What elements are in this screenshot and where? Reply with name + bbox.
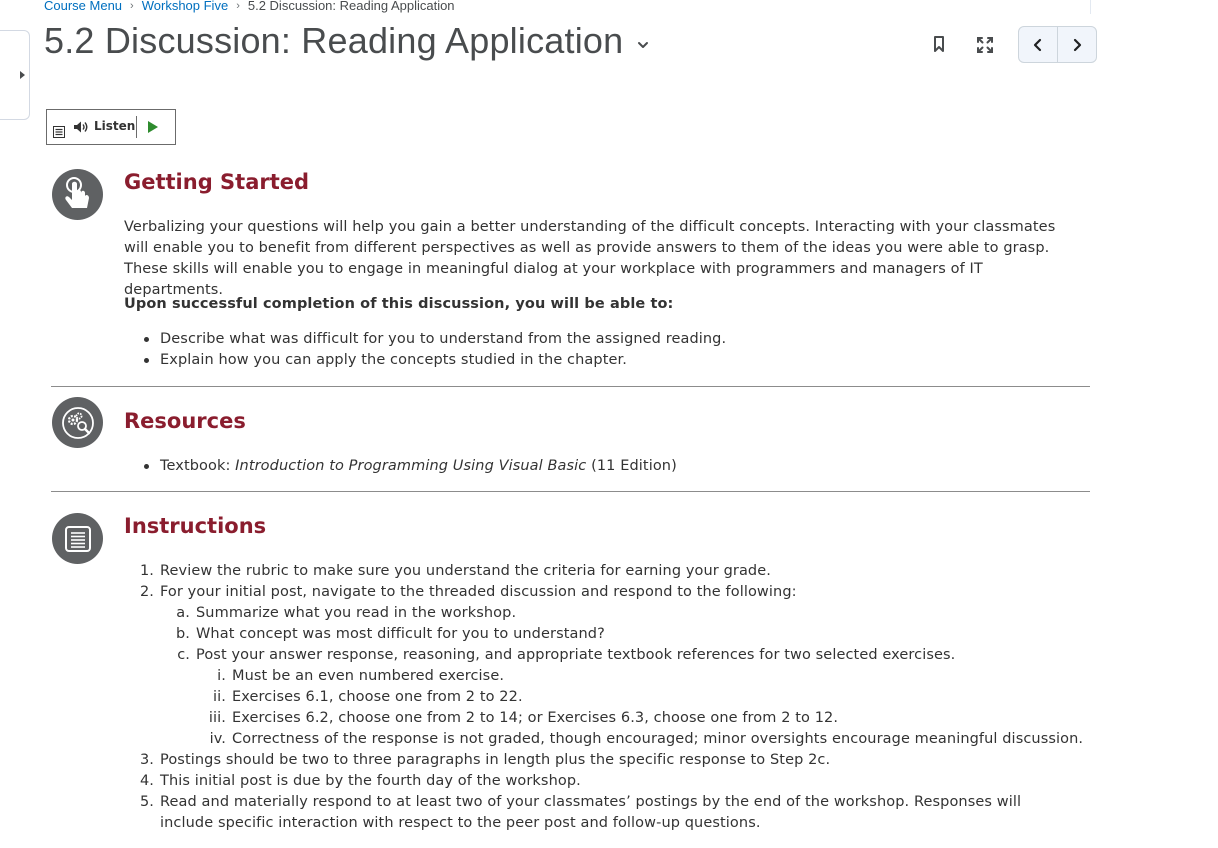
list-marker: i. xyxy=(217,668,226,684)
list-marker: c. xyxy=(177,647,190,663)
list-item xyxy=(124,624,1104,645)
chevron-right-icon xyxy=(1071,38,1083,52)
step-text: Summarize what you read in the workshop. xyxy=(196,605,517,621)
list-item xyxy=(124,645,1104,666)
step-text: What concept was most difficult for you to understand? xyxy=(196,626,605,642)
step-text: Read and materially respond to at least two of your classmates’ postings by the end of the workshop. Responses will include specific interaction with respect to the peer post and follow-up questions. xyxy=(160,794,1022,831)
step-text: Review the rubric to make sure you understand the criteria for earning your grade. xyxy=(160,563,771,579)
list-marker: 5. xyxy=(139,794,154,810)
resources-list xyxy=(124,456,1074,477)
touch-hand-icon xyxy=(52,169,103,220)
list-item xyxy=(124,582,1104,603)
list-item: Explain how you can apply the concepts studied in the chapter. xyxy=(124,350,1074,371)
listen-widget xyxy=(46,109,176,145)
document-list-icon xyxy=(52,513,103,564)
step-text: Post your answer response, reasoning, and appropriate textbook references for two selected exercises. xyxy=(196,647,956,663)
breadcrumb-separator: › xyxy=(130,0,134,12)
outcomes-list xyxy=(124,329,1074,371)
list-marker: 2. xyxy=(139,584,154,600)
caret-right-icon xyxy=(20,71,25,79)
step-text: For your initial post, navigate to the threaded discussion and respond to the following: xyxy=(160,584,797,600)
list-marker: ii. xyxy=(213,689,226,705)
breadcrumb-workshop-five[interactable]: Workshop Five xyxy=(141,0,229,13)
getting-started-heading: Getting Started xyxy=(124,170,310,194)
listen-button[interactable]: Listen xyxy=(94,119,136,133)
list-marker: iii. xyxy=(208,710,226,726)
breadcrumb-separator: › xyxy=(236,0,240,12)
step-text: This initial post is due by the fourth day of the workshop. xyxy=(160,773,581,789)
title-row xyxy=(44,20,649,62)
list-item xyxy=(124,666,1104,687)
breadcrumb xyxy=(44,0,455,13)
list-item xyxy=(124,687,1104,708)
breadcrumb-current-page: 5.2 Discussion: Reading Application xyxy=(247,0,455,13)
menu-icon[interactable] xyxy=(53,126,65,138)
chevron-left-icon xyxy=(1032,38,1044,52)
play-icon[interactable] xyxy=(148,121,158,133)
gears-magnifier-icon xyxy=(52,397,103,448)
list-marker: b. xyxy=(175,626,190,642)
section-divider xyxy=(51,386,1090,387)
page-title: 5.2 Discussion: Reading Application xyxy=(44,20,624,61)
list-item xyxy=(124,771,1104,792)
fullscreen-icon[interactable] xyxy=(975,35,995,55)
previous-topic-button[interactable] xyxy=(1019,27,1057,62)
breadcrumb-divider xyxy=(1090,0,1096,14)
side-panel-toggle[interactable] xyxy=(0,30,30,120)
outcomes-intro: Upon successful completion of this discussion, you will be able to: xyxy=(124,296,674,312)
list-item: Describe what was difficult for you to understand from the assigned reading. xyxy=(124,329,1074,350)
step-text: Exercises 6.2, choose one from 2 to 14; or Exercises 6.3, choose one from 2 to 12. xyxy=(232,710,839,726)
list-marker: 1. xyxy=(139,563,154,579)
instructions-list xyxy=(124,561,1104,834)
topic-navigation xyxy=(1018,26,1097,63)
listen-divider xyxy=(136,116,137,138)
textbook-title: Introduction to Programming Using Visual Basic xyxy=(235,458,587,474)
list-item xyxy=(124,603,1104,624)
getting-started-paragraph: Verbalizing your questions will help you gain a better understanding of the difficult concepts. Interacting with your classmates will enable you to benefit from different perspectives as well as provide answers to them of the ideas you were able to grasp. These skills will enable you to engage in meaningful dialog at your workplace with programmers and managers of IT departments. xyxy=(124,219,1056,298)
breadcrumb-course-menu[interactable]: Course Menu xyxy=(44,0,123,13)
speaker-icon xyxy=(73,120,89,134)
textbook-prefix: Textbook: xyxy=(160,458,236,474)
step-text: Postings should be two to three paragraphs in length plus the specific response to Step 2c. xyxy=(160,752,831,768)
list-marker: iv. xyxy=(209,731,226,747)
step-text: Exercises 6.1, choose one from 2 to 22. xyxy=(232,689,523,705)
list-marker: 3. xyxy=(139,752,154,768)
step-text: Must be an even numbered exercise. xyxy=(232,668,505,684)
list-item xyxy=(124,708,1104,729)
next-topic-button[interactable] xyxy=(1057,27,1096,62)
list-marker: 4. xyxy=(139,773,154,789)
getting-started-content xyxy=(124,217,1074,301)
list-item xyxy=(124,792,1074,834)
list-item xyxy=(124,456,1074,477)
list-item xyxy=(124,561,1104,582)
instructions-heading: Instructions xyxy=(124,514,267,538)
list-item xyxy=(124,750,1104,771)
list-marker: a. xyxy=(176,605,190,621)
list-item xyxy=(124,729,1104,750)
chevron-down-icon[interactable] xyxy=(637,39,649,51)
bookmark-icon[interactable] xyxy=(930,35,948,53)
step-text: Correctness of the response is not graded, though encouraged; minor oversights encourage meaningful discussion. xyxy=(232,731,1084,747)
resources-heading: Resources xyxy=(124,409,246,433)
section-divider xyxy=(51,491,1090,492)
textbook-edition: (11 Edition) xyxy=(586,458,677,474)
